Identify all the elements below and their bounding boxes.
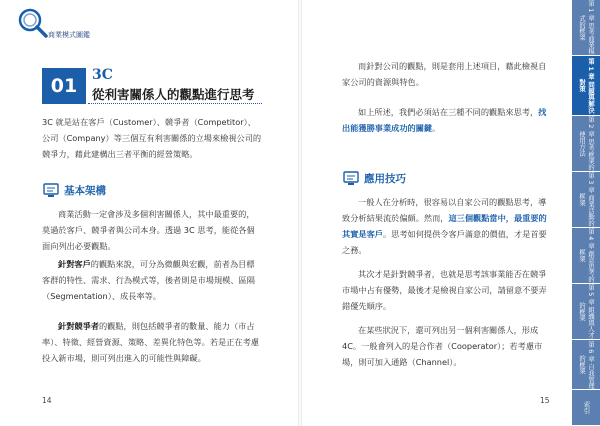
monitor-icon <box>42 181 60 199</box>
section-heading-applied-label: 應用技巧 <box>364 173 406 185</box>
applied-1-end: 。思考如何提供令客戶滿意的價值，才是首要之務。 <box>342 229 547 255</box>
chapter-tabs <box>572 0 600 426</box>
tab-chapter-4[interactable]: 第 4 章 創意思考的框架 <box>572 228 600 284</box>
right-page <box>300 0 600 426</box>
applied-1-highlight: 這三個觀點當中，最重要的其實是客戶 <box>342 213 547 239</box>
paragraph-applied-2: 其次才是針對競爭者，也就是思考該事業能否在競爭市場中占有優勢，最後才是檢視自家公司，請留意不要弄錯優先順序。 <box>342 269 547 311</box>
paragraph-basic-1: 商業活動一定會涉及多個利害關係人，其中最重要的，莫過於客戶、競爭者與公司本身。透過 3C 思考，能從各個面向列出必要觀點。 <box>42 209 255 251</box>
emphasis-competitor: 針對競爭者 <box>58 321 99 331</box>
magnifier-logo-icon <box>16 6 50 40</box>
paragraph-applied-1 <box>342 194 552 258</box>
summary-end: 。 <box>432 123 441 133</box>
tab-index[interactable]: 索引 <box>572 390 600 426</box>
summary-text: 如上所述，我們必須站在三種不同的觀點來思考， <box>358 107 539 117</box>
chapter-heading <box>42 68 262 104</box>
tab-chapter-2[interactable]: 第 2 章 思考框架的使用方法 <box>572 116 600 172</box>
emphasis-customer: 針對客戶 <box>58 259 91 269</box>
paragraph-applied-3: 在某些狀況下，還可列出另一個利害關係人，形成 4C。一般會列入的是合作者（Cooperator）；若考慮市場，則可加入通路（Channel）。 <box>342 325 543 367</box>
page-number-right: 15 <box>540 396 550 405</box>
summary-highlight: 找出能獲勝事業成功的關鍵 <box>342 107 547 133</box>
tab-chapter-6[interactable]: 第 6 章 自我管理的框架 <box>572 340 600 390</box>
paragraph-company: 而針對公司的觀點，則是套用上述項目，藉此檢視自家公司的資源與特色。 <box>342 61 547 87</box>
tab-chapter-intro[interactable]: 第 1 章 思考商業模式的框架 <box>572 0 600 56</box>
paragraph-basic-2 <box>42 256 262 304</box>
tab-chapter-3[interactable]: 第 3 章 商業活動的框架 <box>572 172 600 228</box>
chapter-number: 01 <box>42 68 86 104</box>
chapter-title: 從利害關係人的觀點進行思考 <box>92 87 255 102</box>
chapter-divider <box>88 103 262 105</box>
monitor-icon <box>342 169 360 187</box>
book-title: 商業模式圖鑑 <box>48 31 90 39</box>
paragraph-basic-2-text: 的觀點來說，可分為微觀與宏觀，前者為目標客群的特性、需求、行為模式等，後者則是市場規模、區隔（Segmentation）、成長率等。 <box>42 259 255 301</box>
chapter-subtitle: 3C <box>92 67 113 83</box>
page-number-left: 14 <box>42 396 52 405</box>
applied-1-text: 一般人在分析時，很容易以自家公司的觀點思考，導致分析結果流於偏頗。然而， <box>342 197 547 223</box>
tab-chapter-1[interactable]: 第 1 章 問題與解決對策 <box>572 56 600 116</box>
paragraph-basic-3 <box>42 318 262 366</box>
paragraph-basic-3-text: 的觀點，則包括競爭者的數量、能力（市占率）、特徵、經營資源、策略、差異化特色等。若是正在考慮投入新市場，則可列出進入的可能性與障礙。 <box>42 321 259 363</box>
paragraph-summary <box>342 104 552 136</box>
intro-paragraph: 3C 就是站在客戶（Customer）、競爭者（Competitor）、公司（Company）等三個互有利害關係的立場來檢視公司的競爭力，藉此建構出三者平衡的經營策略。 <box>42 117 262 159</box>
section-heading-basic-label: 基本架構 <box>64 185 106 197</box>
tab-chapter-5[interactable]: 第 5 章 組織與人才的框架 <box>572 284 600 340</box>
